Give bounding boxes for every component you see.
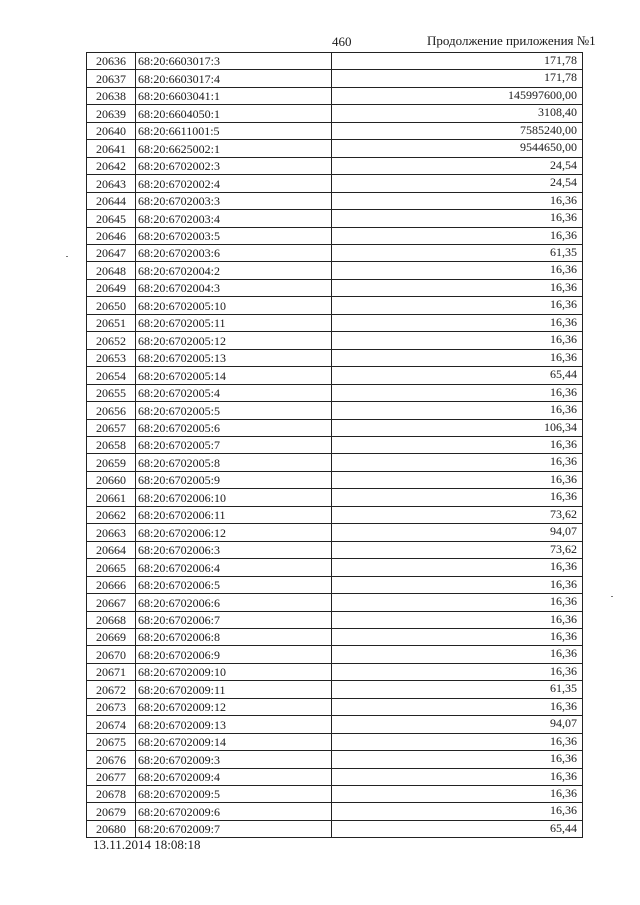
row-id-cell: 20649 [87, 279, 136, 296]
table-row [87, 419, 583, 436]
value-cell: 145997600,00 [332, 87, 583, 104]
cadastral-number-cell: 68:20:6702006:5 [136, 576, 332, 593]
row-id-cell: 20648 [87, 262, 136, 279]
value-cell: 16,36 [332, 227, 583, 244]
cadastral-number-cell: 68:20:6702004:3 [136, 279, 332, 296]
cadastral-number-cell: 68:20:6702006:8 [136, 628, 332, 645]
table-row [87, 646, 583, 663]
value-cell: 16,36 [332, 751, 583, 768]
row-id-cell: 20657 [87, 419, 136, 436]
row-id-cell: 20666 [87, 576, 136, 593]
table-row [87, 244, 583, 261]
row-id-cell: 20643 [87, 175, 136, 192]
table-row [87, 279, 583, 296]
cadastral-number-cell: 68:20:6702005:6 [136, 419, 332, 436]
cadastral-number-cell: 68:20:6603017:3 [136, 53, 332, 70]
row-id-cell: 20676 [87, 751, 136, 768]
table-row [87, 227, 583, 244]
table-row [87, 663, 583, 680]
value-cell: 16,36 [332, 611, 583, 628]
value-cell: 16,36 [332, 279, 583, 296]
value-cell: 16,36 [332, 559, 583, 576]
row-id-cell: 20640 [87, 122, 136, 139]
timestamp: 13.11.2014 18:08:18 [93, 837, 201, 852]
row-id-cell: 20674 [87, 716, 136, 733]
cadastral-number-cell: 68:20:6702005:13 [136, 349, 332, 366]
table-row [87, 70, 583, 87]
table-row [87, 751, 583, 768]
value-cell: 61,35 [332, 244, 583, 261]
value-cell: 16,36 [332, 768, 583, 785]
page-number: 460 [332, 34, 352, 49]
table-row [87, 297, 583, 314]
row-id-cell: 20673 [87, 698, 136, 715]
cadastral-number-cell: 68:20:6702006:11 [136, 506, 332, 523]
table-row [87, 140, 583, 157]
table-row [87, 768, 583, 785]
value-cell: 16,36 [332, 314, 583, 331]
value-cell: 16,36 [332, 663, 583, 680]
row-id-cell: 20655 [87, 384, 136, 401]
data-table [86, 52, 583, 838]
row-id-cell: 20645 [87, 210, 136, 227]
row-id-cell: 20654 [87, 367, 136, 384]
table-row [87, 314, 583, 331]
cadastral-number-cell: 68:20:6702009:10 [136, 663, 332, 680]
cadastral-number-cell: 68:20:6702005:9 [136, 471, 332, 488]
value-cell: 24,54 [332, 157, 583, 174]
row-id-cell: 20667 [87, 594, 136, 611]
table-row [87, 559, 583, 576]
row-id-cell: 20636 [87, 53, 136, 70]
table-row [87, 611, 583, 628]
value-cell: 16,36 [332, 628, 583, 645]
table-body [87, 53, 583, 838]
cadastral-number-cell: 68:20:6603041:1 [136, 87, 332, 104]
table-row [87, 786, 583, 803]
table-row [87, 349, 583, 366]
row-id-cell: 20652 [87, 332, 136, 349]
value-cell: 16,36 [332, 332, 583, 349]
scan-speck [611, 596, 613, 597]
cadastral-number-cell: 68:20:6702002:3 [136, 157, 332, 174]
cadastral-number-cell: 68:20:6702009:7 [136, 820, 332, 837]
value-cell: 106,34 [332, 419, 583, 436]
row-id-cell: 20637 [87, 70, 136, 87]
cadastral-number-cell: 68:20:6625002:1 [136, 140, 332, 157]
row-id-cell: 20679 [87, 803, 136, 820]
table-row [87, 506, 583, 523]
row-id-cell: 20638 [87, 87, 136, 104]
cadastral-number-cell: 68:20:6702009:11 [136, 681, 332, 698]
scan-speck [66, 256, 68, 257]
table-row [87, 628, 583, 645]
value-cell: 24,54 [332, 175, 583, 192]
row-id-cell: 20651 [87, 314, 136, 331]
cadastral-number-cell: 68:20:6702009:13 [136, 716, 332, 733]
value-cell: 16,36 [332, 471, 583, 488]
cadastral-number-cell: 68:20:6702009:5 [136, 786, 332, 803]
cadastral-number-cell: 68:20:6702005:7 [136, 436, 332, 453]
cadastral-number-cell: 68:20:6702009:6 [136, 803, 332, 820]
cadastral-number-cell: 68:20:6702009:4 [136, 768, 332, 785]
cadastral-number-cell: 68:20:6702005:10 [136, 297, 332, 314]
cadastral-number-cell: 68:20:6603017:4 [136, 70, 332, 87]
table-row [87, 384, 583, 401]
value-cell: 16,36 [332, 733, 583, 750]
row-id-cell: 20660 [87, 471, 136, 488]
table-row [87, 175, 583, 192]
row-id-cell: 20658 [87, 436, 136, 453]
table-row [87, 733, 583, 750]
row-id-cell: 20656 [87, 402, 136, 419]
value-cell: 16,36 [332, 349, 583, 366]
table-row [87, 454, 583, 471]
cadastral-number-cell: 68:20:6702005:8 [136, 454, 332, 471]
table-row [87, 402, 583, 419]
row-id-cell: 20664 [87, 541, 136, 558]
row-id-cell: 20647 [87, 244, 136, 261]
table-row [87, 716, 583, 733]
cadastral-number-cell: 68:20:6702006:10 [136, 489, 332, 506]
value-cell: 16,36 [332, 489, 583, 506]
row-id-cell: 20661 [87, 489, 136, 506]
table-row [87, 471, 583, 488]
cadastral-number-cell: 68:20:6702006:7 [136, 611, 332, 628]
row-id-cell: 20642 [87, 157, 136, 174]
value-cell: 16,36 [332, 576, 583, 593]
row-id-cell: 20678 [87, 786, 136, 803]
value-cell: 61,35 [332, 681, 583, 698]
value-cell: 16,36 [332, 384, 583, 401]
cadastral-number-cell: 68:20:6702004:2 [136, 262, 332, 279]
row-id-cell: 20677 [87, 768, 136, 785]
cadastral-number-cell: 68:20:6702005:12 [136, 332, 332, 349]
row-id-cell: 20641 [87, 140, 136, 157]
table-row [87, 105, 583, 122]
row-id-cell: 20650 [87, 297, 136, 314]
table-row [87, 192, 583, 209]
row-id-cell: 20662 [87, 506, 136, 523]
table-row [87, 541, 583, 558]
value-cell: 16,36 [332, 698, 583, 715]
row-id-cell: 20646 [87, 227, 136, 244]
cadastral-number-cell: 68:20:6604050:1 [136, 105, 332, 122]
table-row [87, 803, 583, 820]
cadastral-number-cell: 68:20:6702005:5 [136, 402, 332, 419]
cadastral-number-cell: 68:20:6702003:3 [136, 192, 332, 209]
cadastral-number-cell: 68:20:6702005:14 [136, 367, 332, 384]
value-cell: 171,78 [332, 70, 583, 87]
value-cell: 16,36 [332, 646, 583, 663]
row-id-cell: 20639 [87, 105, 136, 122]
value-cell: 9544650,00 [332, 140, 583, 157]
cadastral-number-cell: 68:20:6702009:14 [136, 733, 332, 750]
cadastral-number-cell: 68:20:6702003:4 [136, 210, 332, 227]
row-id-cell: 20653 [87, 349, 136, 366]
table-row [87, 157, 583, 174]
table-row [87, 332, 583, 349]
row-id-cell: 20670 [87, 646, 136, 663]
value-cell: 7585240,00 [332, 122, 583, 139]
cadastral-number-cell: 68:20:6702009:12 [136, 698, 332, 715]
value-cell: 16,36 [332, 297, 583, 314]
row-id-cell: 20665 [87, 559, 136, 576]
value-cell: 16,36 [332, 786, 583, 803]
table-row [87, 210, 583, 227]
value-cell: 94,07 [332, 716, 583, 733]
cadastral-number-cell: 68:20:6702006:3 [136, 541, 332, 558]
value-cell: 73,62 [332, 541, 583, 558]
table-row [87, 262, 583, 279]
cadastral-number-cell: 68:20:6702006:12 [136, 524, 332, 541]
value-cell: 16,36 [332, 436, 583, 453]
cadastral-number-cell: 68:20:6702003:6 [136, 244, 332, 261]
value-cell: 16,36 [332, 594, 583, 611]
row-id-cell: 20672 [87, 681, 136, 698]
value-cell: 65,44 [332, 367, 583, 384]
cadastral-number-cell: 68:20:6702003:5 [136, 227, 332, 244]
value-cell: 3108,40 [332, 105, 583, 122]
table-row [87, 87, 583, 104]
cadastral-number-cell: 68:20:6611001:5 [136, 122, 332, 139]
cadastral-number-cell: 68:20:6702006:4 [136, 559, 332, 576]
row-id-cell: 20659 [87, 454, 136, 471]
appendix-title: Продолжение приложения №1 [427, 33, 596, 48]
table-row [87, 594, 583, 611]
row-id-cell: 20671 [87, 663, 136, 680]
row-id-cell: 20644 [87, 192, 136, 209]
value-cell: 16,36 [332, 803, 583, 820]
value-cell: 16,36 [332, 210, 583, 227]
value-cell: 73,62 [332, 506, 583, 523]
table-row [87, 367, 583, 384]
value-cell: 16,36 [332, 402, 583, 419]
value-cell: 94,07 [332, 524, 583, 541]
cadastral-number-cell: 68:20:6702006:6 [136, 594, 332, 611]
table-row [87, 436, 583, 453]
row-id-cell: 20668 [87, 611, 136, 628]
value-cell: 65,44 [332, 820, 583, 837]
row-id-cell: 20680 [87, 820, 136, 837]
cadastral-number-cell: 68:20:6702009:3 [136, 751, 332, 768]
value-cell: 16,36 [332, 262, 583, 279]
table-row [87, 681, 583, 698]
table-row [87, 524, 583, 541]
cadastral-number-cell: 68:20:6702005:4 [136, 384, 332, 401]
table-row [87, 53, 583, 70]
cadastral-number-cell: 68:20:6702002:4 [136, 175, 332, 192]
cadastral-number-cell: 68:20:6702006:9 [136, 646, 332, 663]
table-row [87, 489, 583, 506]
table-row [87, 820, 583, 837]
row-id-cell: 20675 [87, 733, 136, 750]
value-cell: 16,36 [332, 454, 583, 471]
value-cell: 16,36 [332, 192, 583, 209]
row-id-cell: 20663 [87, 524, 136, 541]
table-row [87, 698, 583, 715]
cadastral-number-cell: 68:20:6702005:11 [136, 314, 332, 331]
value-cell: 171,78 [332, 53, 583, 70]
table-row [87, 576, 583, 593]
table-row [87, 122, 583, 139]
row-id-cell: 20669 [87, 628, 136, 645]
